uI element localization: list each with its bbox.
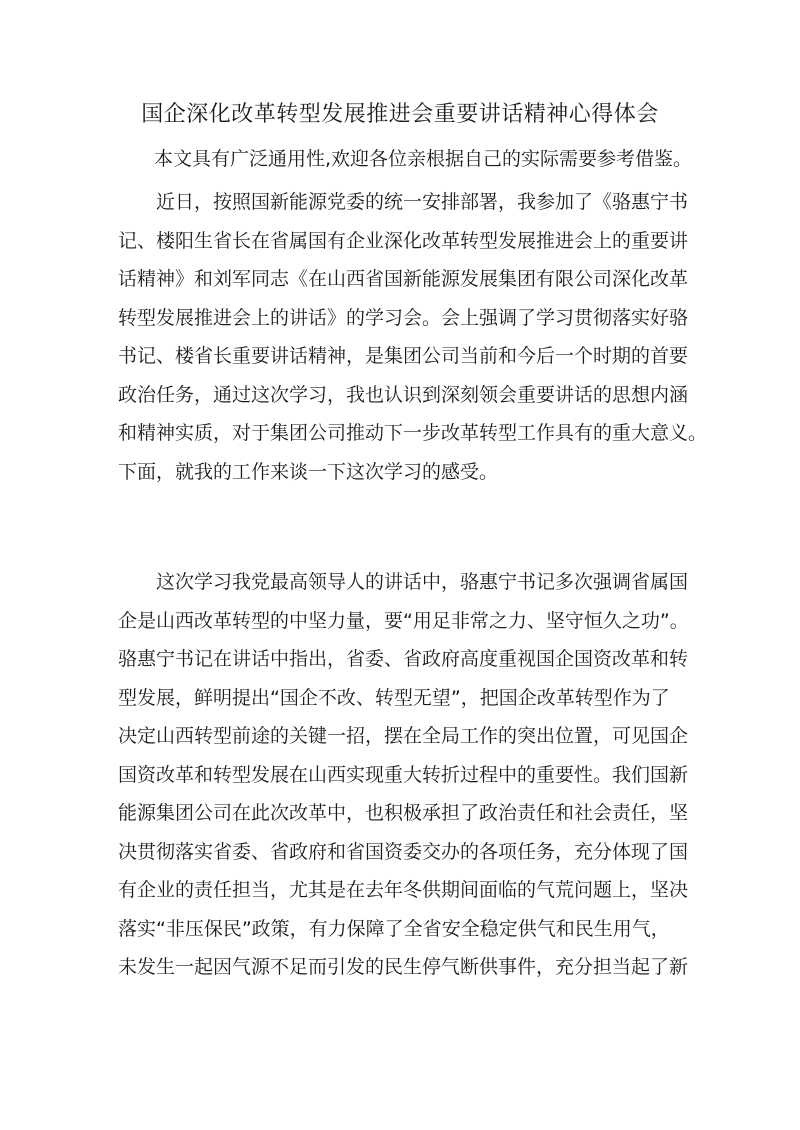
- paragraph-line: 决贯彻落实省委、省政府和省国资委交办的各项任务，充分体现了国: [118, 840, 689, 863]
- paragraph-line: 国资改革和转型发展在山西实现重大转折过程中的重要性。我们国新: [118, 763, 689, 786]
- paragraph-line: 这次学习我党最高领导人的讲话中，骆惠宁书记多次强调省属国: [118, 571, 689, 593]
- paragraph-line: 决定山西转型前途的关键一招，摆在全局工作的突出位置，可见国企: [118, 725, 689, 747]
- paragraph-line: 企是山西改革转型的中坚力量，要“用足非常之力、坚守恒久之功”。: [118, 609, 689, 632]
- paragraph-line: 转型发展推进会上的讲话》的学习会。会上强调了学习贯彻落实好骆: [118, 306, 689, 329]
- paragraph-line: 记、楼阳生省长在省属国有企业深化改革转型发展推进会上的重要讲: [118, 229, 689, 252]
- paragraph-line: 和精神实质，对于集团公司推动下一步改革转型工作具有的重大意义。: [118, 422, 708, 444]
- paragraph-1: [118, 183, 708, 491]
- document-title: 国企深化改革转型发展推进会重要讲话精神心得体会: [141, 102, 659, 127]
- paragraph-line: 下面，就我的工作来谈一下这次学习的感受。: [118, 460, 499, 483]
- paragraph-2: [118, 563, 693, 987]
- paragraph-line: 政治任务，通过这次学习，我也认识到深刻领会重要讲话的思想内涵: [118, 383, 689, 406]
- document-subtitle: 本文具有广泛通用性,欢迎各位亲根据自己的实际需要参考借鉴。: [154, 148, 693, 170]
- paragraph-line: 型发展，鲜明提出“国企不改、转型无望”，把国企改革转型作为了: [118, 686, 670, 709]
- paragraph-line: 有企业的责任担当，尤其是在去年冬供期间面临的气荒问题上，坚决: [118, 879, 689, 901]
- paragraph-line: 能源集团公司在此次改革中，也积极承担了政治责任和社会责任，坚: [118, 802, 689, 824]
- paragraph-line: 未发生一起因气源不足而引发的民生停气断供事件，充分担当起了新: [118, 956, 689, 978]
- paragraph-line: 话精神》和刘军同志《在山西省国新能源发展集团有限公司深化改革: [118, 268, 689, 290]
- paragraph-line: 骆惠宁书记在讲话中指出，省委、省政府高度重视国企国资改革和转: [118, 648, 689, 670]
- paragraph-line: 近日，按照国新能源党委的统一安排部署，我参加了《骆惠宁书: [118, 191, 689, 213]
- paragraph-line: 书记、楼省长重要讲话精神，是集团公司当前和今后一个时期的首要: [118, 345, 689, 367]
- paragraph-line: 落实“非压保民”政策，有力保障了全省安全稳定供气和民生用气，: [118, 917, 670, 940]
